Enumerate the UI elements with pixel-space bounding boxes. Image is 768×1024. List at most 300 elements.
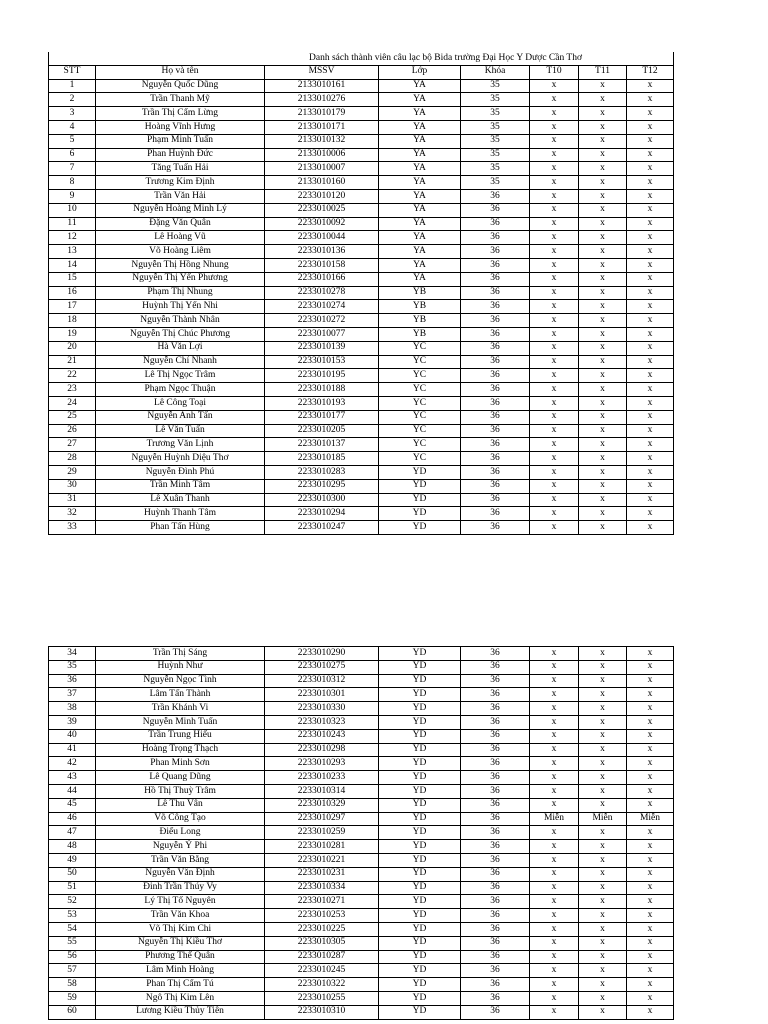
cell-course: 36 [461, 272, 530, 286]
cell-course: 36 [461, 702, 530, 716]
cell-mssv: 2233010290 [265, 647, 379, 661]
header-row [49, 65, 674, 79]
table-body-page-1 [49, 79, 674, 534]
cell-stt: 57 [49, 964, 96, 978]
cell-stt: 4 [49, 120, 96, 134]
cell-stt: 60 [49, 1005, 96, 1019]
cell-t11: x [579, 410, 627, 424]
cell-t12: x [627, 991, 674, 1005]
cell-mssv: 2233010195 [265, 369, 379, 383]
table-row [49, 493, 674, 507]
cell-t11: x [579, 341, 627, 355]
cell-t11: x [579, 148, 627, 162]
table-row [49, 798, 674, 812]
cell-class: YD [379, 647, 461, 661]
cell-t10: x [530, 424, 579, 438]
cell-t11: x [579, 369, 627, 383]
cell-class: YA [379, 231, 461, 245]
cell-t11: x [579, 231, 627, 245]
cell-name: Lê Công Toại [96, 396, 265, 410]
cell-t12: x [627, 217, 674, 231]
cell-t11: x [579, 867, 627, 881]
cell-name: Phan Huỳnh Đức [96, 148, 265, 162]
cell-t12: x [627, 867, 674, 881]
cell-mssv: 2233010255 [265, 991, 379, 1005]
cell-name: Nguyễn Huỳnh Diệu Thơ [96, 452, 265, 466]
cell-mssv: 2233010153 [265, 355, 379, 369]
cell-t12: x [627, 452, 674, 466]
cell-class: YD [379, 922, 461, 936]
cell-name: Tăng Tuấn Hải [96, 162, 265, 176]
cell-stt: 42 [49, 757, 96, 771]
cell-course: 36 [461, 660, 530, 674]
cell-name: Trần Thị Cẩm Lừng [96, 107, 265, 121]
cell-mssv: 2233010243 [265, 729, 379, 743]
cell-course: 36 [461, 853, 530, 867]
cell-t10: x [530, 258, 579, 272]
cell-t12: x [627, 148, 674, 162]
cell-t10: x [530, 300, 579, 314]
cell-stt: 24 [49, 396, 96, 410]
cell-t11: x [579, 674, 627, 688]
cell-class: YA [379, 217, 461, 231]
cell-t10: x [530, 798, 579, 812]
table-row [49, 674, 674, 688]
cell-mssv: 2233010077 [265, 327, 379, 341]
cell-stt: 12 [49, 231, 96, 245]
cell-class: YA [379, 258, 461, 272]
cell-mssv: 2233010300 [265, 493, 379, 507]
cell-t12: x [627, 743, 674, 757]
cell-stt: 53 [49, 909, 96, 923]
cell-class: YC [379, 410, 461, 424]
cell-t12: x [627, 465, 674, 479]
cell-mssv: 2233010177 [265, 410, 379, 424]
cell-mssv: 2233010231 [265, 867, 379, 881]
cell-stt: 45 [49, 798, 96, 812]
cell-course: 36 [461, 978, 530, 992]
cell-t11: x [579, 743, 627, 757]
cell-t10: x [530, 452, 579, 466]
cell-mssv: 2233010137 [265, 438, 379, 452]
cell-t12: Miễn [627, 812, 674, 826]
cell-class: YB [379, 300, 461, 314]
cell-course: 36 [461, 688, 530, 702]
cell-t10: x [530, 341, 579, 355]
cell-course: 36 [461, 424, 530, 438]
cell-course: 36 [461, 521, 530, 535]
cell-t10: x [530, 410, 579, 424]
cell-t12: x [627, 909, 674, 923]
cell-class: YC [379, 383, 461, 397]
cell-name: Hoàng Vĩnh Hưng [96, 120, 265, 134]
cell-stt: 55 [49, 936, 96, 950]
cell-class: YD [379, 867, 461, 881]
cell-t10: x [530, 383, 579, 397]
table-row [49, 162, 674, 176]
cell-t12: x [627, 438, 674, 452]
cell-t12: x [627, 660, 674, 674]
table-row [49, 355, 674, 369]
cell-mssv: 2233010334 [265, 881, 379, 895]
cell-name: Trần Thị Sáng [96, 647, 265, 661]
cell-stt: 14 [49, 258, 96, 272]
cell-name: Trần Văn Khoa [96, 909, 265, 923]
cell-class: YA [379, 203, 461, 217]
cell-name: Nguyễn Chí Nhanh [96, 355, 265, 369]
cell-t12: x [627, 203, 674, 217]
cell-t10: x [530, 507, 579, 521]
table-row [49, 134, 674, 148]
table-row [49, 881, 674, 895]
cell-t12: x [627, 895, 674, 909]
cell-t11: x [579, 881, 627, 895]
cell-t11: x [579, 396, 627, 410]
cell-class: YD [379, 521, 461, 535]
cell-class: YD [379, 853, 461, 867]
table-row [49, 286, 674, 300]
cell-t11: x [579, 840, 627, 854]
cell-name: Trương Kim Định [96, 176, 265, 190]
cell-t12: x [627, 410, 674, 424]
table-row [49, 922, 674, 936]
cell-mssv: 2233010271 [265, 895, 379, 909]
cell-mssv: 2233010120 [265, 189, 379, 203]
cell-t12: x [627, 176, 674, 190]
cell-mssv: 2233010322 [265, 978, 379, 992]
cell-t11: x [579, 798, 627, 812]
cell-course: 36 [461, 479, 530, 493]
cell-mssv: 2233010092 [265, 217, 379, 231]
cell-course: 36 [461, 936, 530, 950]
cell-t10: x [530, 231, 579, 245]
table-row [49, 369, 674, 383]
cell-name: Nguyễn Đình Phú [96, 465, 265, 479]
cell-mssv: 2233010193 [265, 396, 379, 410]
cell-stt: 56 [49, 950, 96, 964]
cell-name: Nguyễn Quốc Dũng [96, 79, 265, 93]
cell-name: Trần Trung Hiếu [96, 729, 265, 743]
cell-t12: x [627, 355, 674, 369]
cell-stt: 7 [49, 162, 96, 176]
cell-class: YA [379, 148, 461, 162]
header-name: Họ và tên [96, 65, 265, 79]
cell-stt: 35 [49, 660, 96, 674]
cell-t10: x [530, 895, 579, 909]
table-row [49, 79, 674, 93]
cell-course: 36 [461, 784, 530, 798]
cell-name: Phan Minh Sơn [96, 757, 265, 771]
cell-course: 36 [461, 258, 530, 272]
cell-class: YD [379, 715, 461, 729]
cell-name: Lê Xuân Thanh [96, 493, 265, 507]
cell-t11: x [579, 245, 627, 259]
cell-t10: x [530, 162, 579, 176]
cell-mssv: 2233010310 [265, 1005, 379, 1019]
cell-stt: 22 [49, 369, 96, 383]
header-t12: T12 [627, 65, 674, 79]
cell-course: 36 [461, 771, 530, 785]
cell-mssv: 2233010025 [265, 203, 379, 217]
cell-t10: x [530, 134, 579, 148]
cell-mssv: 2233010259 [265, 826, 379, 840]
cell-t10: x [530, 881, 579, 895]
cell-mssv: 2233010274 [265, 300, 379, 314]
cell-t12: x [627, 964, 674, 978]
table-row [49, 258, 674, 272]
cell-mssv: 2233010293 [265, 757, 379, 771]
cell-stt: 1 [49, 79, 96, 93]
cell-course: 36 [461, 452, 530, 466]
cell-t12: x [627, 258, 674, 272]
cell-course: 35 [461, 93, 530, 107]
header-mssv: MSSV [265, 65, 379, 79]
cell-t10: x [530, 840, 579, 854]
cell-mssv: 2233010225 [265, 922, 379, 936]
table-row [49, 120, 674, 134]
cell-mssv: 2133010179 [265, 107, 379, 121]
cell-class: YA [379, 134, 461, 148]
cell-t11: x [579, 355, 627, 369]
cell-t12: x [627, 978, 674, 992]
cell-name: Lê Văn Tuấn [96, 424, 265, 438]
cell-t12: x [627, 424, 674, 438]
cell-t11: x [579, 327, 627, 341]
cell-t12: x [627, 286, 674, 300]
cell-t12: x [627, 922, 674, 936]
table-body-page-2 [49, 647, 674, 1020]
cell-t12: x [627, 950, 674, 964]
cell-mssv: 2233010298 [265, 743, 379, 757]
cell-t11: x [579, 895, 627, 909]
cell-name: Trần Văn Hải [96, 189, 265, 203]
cell-course: 36 [461, 909, 530, 923]
cell-t12: x [627, 507, 674, 521]
cell-stt: 31 [49, 493, 96, 507]
cell-class: YA [379, 107, 461, 121]
cell-class: YC [379, 438, 461, 452]
cell-stt: 17 [49, 300, 96, 314]
cell-t10: x [530, 1005, 579, 1019]
cell-t11: x [579, 438, 627, 452]
cell-mssv: 2133010132 [265, 134, 379, 148]
cell-t11: x [579, 702, 627, 716]
table-row [49, 231, 674, 245]
cell-t12: x [627, 521, 674, 535]
cell-course: 36 [461, 327, 530, 341]
cell-t10: x [530, 867, 579, 881]
cell-name: Võ Công Tạo [96, 812, 265, 826]
cell-name: Phan Tấn Hùng [96, 521, 265, 535]
cell-name: Huỳnh Thanh Tâm [96, 507, 265, 521]
cell-name: Nguyễn Anh Tấn [96, 410, 265, 424]
cell-t12: x [627, 674, 674, 688]
cell-t10: x [530, 729, 579, 743]
cell-class: YD [379, 826, 461, 840]
cell-course: 36 [461, 991, 530, 1005]
cell-stt: 26 [49, 424, 96, 438]
cell-mssv: 2233010281 [265, 840, 379, 854]
cell-name: Võ Hoàng Liêm [96, 245, 265, 259]
cell-course: 36 [461, 1005, 530, 1019]
cell-name: Đặng Văn Quân [96, 217, 265, 231]
cell-t12: x [627, 1005, 674, 1019]
cell-t11: x [579, 203, 627, 217]
table-row [49, 383, 674, 397]
cell-course: 36 [461, 203, 530, 217]
table-row [49, 314, 674, 328]
cell-stt: 8 [49, 176, 96, 190]
cell-class: YD [379, 1005, 461, 1019]
cell-t10: x [530, 369, 579, 383]
table-row [49, 300, 674, 314]
cell-course: 35 [461, 176, 530, 190]
cell-class: YD [379, 674, 461, 688]
cell-name: Phương Thế Quân [96, 950, 265, 964]
cell-mssv: 2233010323 [265, 715, 379, 729]
table-row [49, 895, 674, 909]
cell-course: 36 [461, 715, 530, 729]
cell-course: 36 [461, 757, 530, 771]
cell-t12: x [627, 300, 674, 314]
cell-class: YD [379, 840, 461, 854]
header-t10: T10 [530, 65, 579, 79]
cell-t12: x [627, 729, 674, 743]
cell-course: 36 [461, 507, 530, 521]
table-row [49, 784, 674, 798]
cell-name: Lê Thị Ngọc Trâm [96, 369, 265, 383]
cell-class: YC [379, 452, 461, 466]
cell-t11: x [579, 79, 627, 93]
cell-t12: x [627, 314, 674, 328]
cell-t11: x [579, 507, 627, 521]
cell-t12: x [627, 79, 674, 93]
cell-class: YD [379, 660, 461, 674]
cell-t12: x [627, 93, 674, 107]
cell-t10: x [530, 396, 579, 410]
cell-t11: x [579, 660, 627, 674]
sheet-title: Danh sách thành viên câu lạc bộ Bida trường Đại Học Y Dược Cần Thơ [265, 52, 627, 65]
cell-stt: 41 [49, 743, 96, 757]
cell-t11: x [579, 134, 627, 148]
table-row [49, 647, 674, 661]
cell-t10: x [530, 107, 579, 121]
cell-t11: x [579, 853, 627, 867]
cell-name: Võ Thị Kim Chi [96, 922, 265, 936]
cell-name: Nguyễn Thị Hồng Nhung [96, 258, 265, 272]
cell-t10: Miễn [530, 812, 579, 826]
cell-class: YB [379, 327, 461, 341]
cell-stt: 9 [49, 189, 96, 203]
cell-t12: x [627, 702, 674, 716]
cell-name: Lâm Tấn Thành [96, 688, 265, 702]
cell-mssv: 2233010221 [265, 853, 379, 867]
cell-name: Nguyễn Ngọc Tình [96, 674, 265, 688]
cell-course: 36 [461, 743, 530, 757]
cell-name: Trương Văn Lịnh [96, 438, 265, 452]
cell-name: Nguyễn Hoàng Minh Lý [96, 203, 265, 217]
cell-stt: 52 [49, 895, 96, 909]
cell-name: Phạm Ngọc Thuận [96, 383, 265, 397]
cell-class: YA [379, 189, 461, 203]
cell-course: 36 [461, 493, 530, 507]
cell-course: 35 [461, 148, 530, 162]
cell-t10: x [530, 314, 579, 328]
cell-name: Lê Thu Vân [96, 798, 265, 812]
cell-class: YD [379, 688, 461, 702]
cell-mssv: 2133010006 [265, 148, 379, 162]
cell-t10: x [530, 660, 579, 674]
table-row [49, 840, 674, 854]
cell-t12: x [627, 757, 674, 771]
cell-course: 36 [461, 286, 530, 300]
table-row [49, 93, 674, 107]
cell-stt: 36 [49, 674, 96, 688]
cell-t11: x [579, 826, 627, 840]
title-row [49, 52, 674, 65]
cell-stt: 16 [49, 286, 96, 300]
cell-class: YD [379, 964, 461, 978]
cell-mssv: 2233010245 [265, 964, 379, 978]
cell-t11: x [579, 452, 627, 466]
cell-class: YA [379, 245, 461, 259]
cell-t10: x [530, 327, 579, 341]
table-row [49, 479, 674, 493]
table-row [49, 245, 674, 259]
cell-course: 36 [461, 189, 530, 203]
cell-name: Nguyễn Thành Nhân [96, 314, 265, 328]
cell-stt: 13 [49, 245, 96, 259]
cell-t10: x [530, 93, 579, 107]
cell-mssv: 2233010139 [265, 341, 379, 355]
cell-class: YC [379, 424, 461, 438]
cell-stt: 28 [49, 452, 96, 466]
cell-mssv: 2233010278 [265, 286, 379, 300]
cell-t11: x [579, 120, 627, 134]
cell-t11: x [579, 493, 627, 507]
cell-stt: 46 [49, 812, 96, 826]
cell-t10: x [530, 743, 579, 757]
cell-course: 36 [461, 369, 530, 383]
cell-stt: 39 [49, 715, 96, 729]
cell-stt: 49 [49, 853, 96, 867]
table-row [49, 521, 674, 535]
cell-mssv: 2233010188 [265, 383, 379, 397]
table-row [49, 272, 674, 286]
cell-t10: x [530, 479, 579, 493]
cell-name: Nguyễn Văn Định [96, 867, 265, 881]
cell-class: YD [379, 729, 461, 743]
cell-t11: Miễn [579, 812, 627, 826]
cell-stt: 50 [49, 867, 96, 881]
cell-class: YA [379, 272, 461, 286]
cell-t11: x [579, 978, 627, 992]
cell-stt: 32 [49, 507, 96, 521]
cell-t10: x [530, 702, 579, 716]
cell-class: YD [379, 493, 461, 507]
cell-mssv: 2233010305 [265, 936, 379, 950]
cell-t12: x [627, 245, 674, 259]
cell-class: YD [379, 771, 461, 785]
cell-mssv: 2233010330 [265, 702, 379, 716]
cell-course: 36 [461, 826, 530, 840]
table-row [49, 452, 674, 466]
cell-t10: x [530, 771, 579, 785]
cell-t12: x [627, 493, 674, 507]
cell-t12: x [627, 396, 674, 410]
cell-stt: 51 [49, 881, 96, 895]
cell-t10: x [530, 964, 579, 978]
